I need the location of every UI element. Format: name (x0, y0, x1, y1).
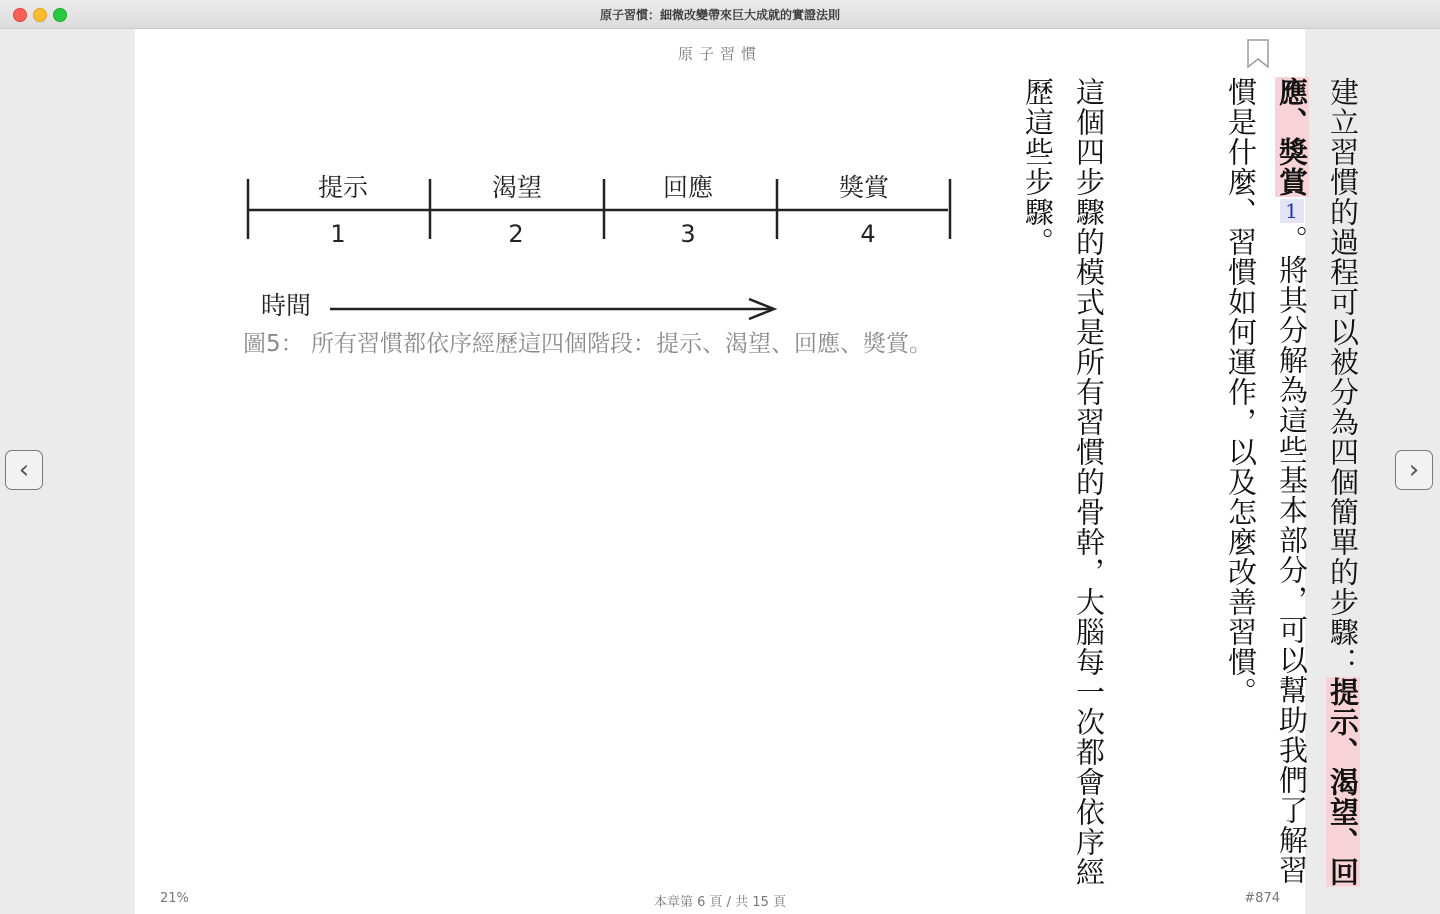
paragraph-1-intro: 建立習慣的過程可以被分為四個簡單的步驟： (1326, 77, 1360, 677)
step-label: 渴望 (491, 173, 543, 202)
previous-page-button[interactable] (5, 450, 43, 490)
caption-label: 圖5： (243, 331, 304, 357)
book-page (135, 29, 1360, 914)
step-number: 2 (508, 220, 524, 248)
step-number: 4 (860, 220, 876, 248)
next-page-button[interactable] (1395, 450, 1433, 490)
chapter-page-info: 本章第 6 頁 / 共 15 頁 (654, 895, 786, 910)
step-label: 提示 (317, 173, 369, 202)
footnote-link[interactable]: 1 (1280, 199, 1304, 223)
step-label: 獎賞 (838, 173, 890, 202)
running-header: 原子習慣 (677, 45, 762, 63)
bookmark-icon[interactable] (1246, 39, 1270, 69)
figure-caption (243, 325, 963, 363)
habit-loop-figure (243, 139, 953, 329)
highlighted-text[interactable]: 提示、渴望、回應、獎賞 (1275, 77, 1360, 887)
time-label: 時間 (261, 291, 312, 320)
chevron-right-icon: › (1408, 455, 1420, 485)
step-label: 回應 (662, 173, 714, 202)
paragraph-2-text: 這個四步驟的模式是所有習慣的骨幹，大腦每一次都會依序經歷這些步驟。 (1021, 77, 1106, 887)
step-number: 3 (680, 220, 696, 248)
chevron-left-icon: ‹ (18, 455, 30, 485)
paragraph-1 (1215, 77, 1368, 907)
paragraph-1-rest: 。將其分解為這些基本部分，可以幫助我們了解習慣是什麼、習慣如何運作，以及怎麼改善習慣。 (1224, 77, 1309, 885)
reading-progress: 21% (160, 891, 189, 906)
paragraph-2 (1012, 77, 1114, 907)
location-number: #874 (1244, 891, 1280, 906)
caption-text: 所有習慣都依序經歷這四個階段：提示、渴望、回應、獎賞。 (311, 331, 932, 357)
window-title: 原子習慣：細微改變帶來巨大成就的實證法則 (599, 8, 840, 22)
title-bar (0, 0, 1440, 29)
step-number: 1 (330, 220, 346, 248)
